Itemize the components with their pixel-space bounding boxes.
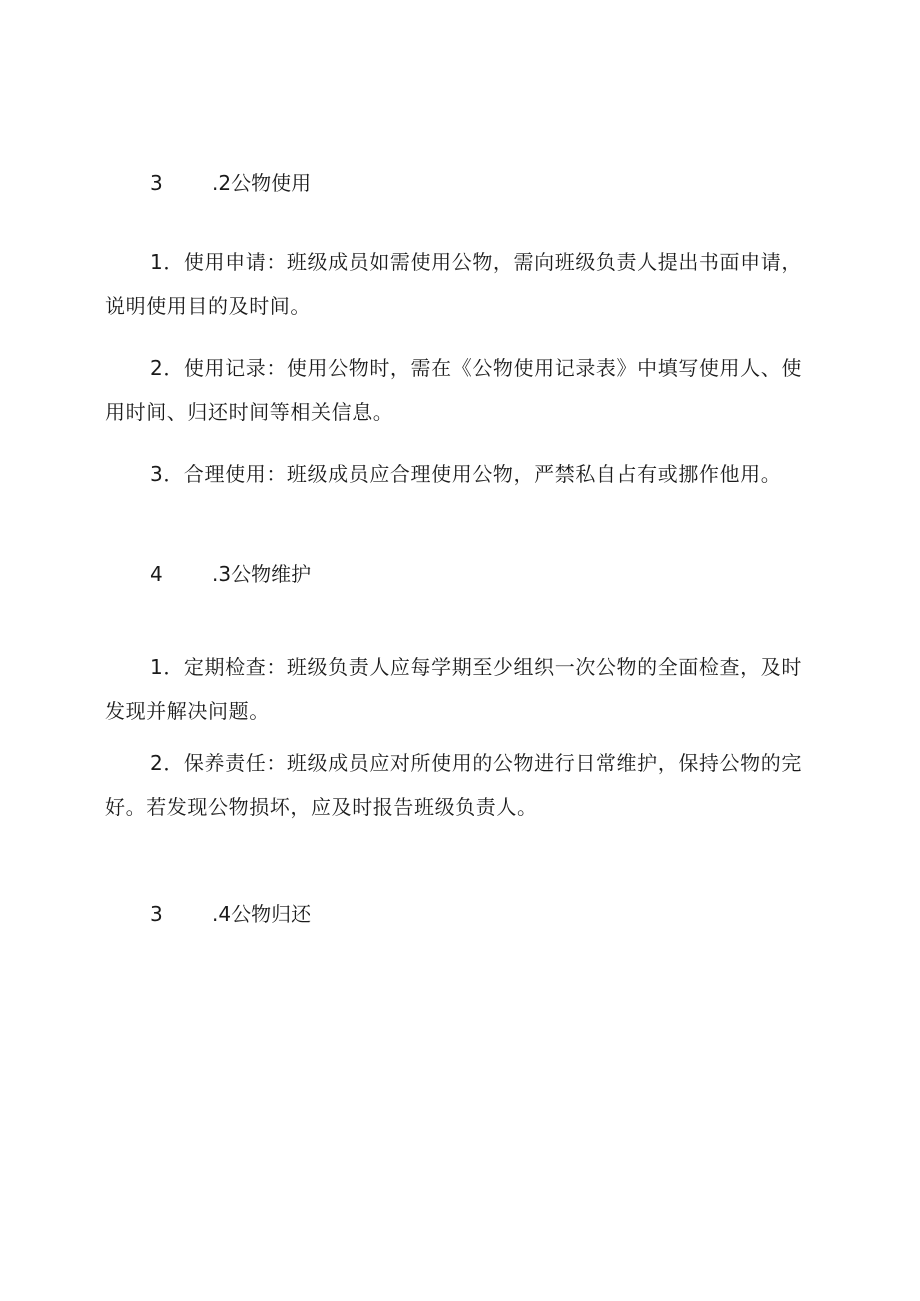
heading-title: .3公物维护: [212, 562, 312, 586]
heading-number: 3: [150, 171, 163, 195]
heading-number: 4: [150, 562, 163, 586]
heading-title: .4公物归还: [212, 902, 312, 926]
paragraph-usage-application: 1．使用申请：班级成员如需使用公物，需向班级负责人提出书面申请，说明使用目的及时间。: [105, 250, 802, 318]
paragraph-reasonable-use: 3．合理使用：班级成员应合理使用公物，严禁私自占有或挪作他用。: [150, 462, 782, 486]
heading-number: 3: [150, 902, 163, 926]
section-heading-3-3: [150, 562, 311, 586]
section-heading-3-2: [150, 171, 311, 195]
section-heading-3-4: [150, 902, 311, 926]
paragraph-regular-inspection: 1．定期检查：班级负责人应每学期至少组织一次公物的全面检查，及时发现并解决问题。: [105, 655, 802, 723]
heading-title: .2公物使用: [212, 171, 312, 195]
paragraph-usage-record: 2．使用记录：使用公物时，需在《公物使用记录表》中填写使用人、使用时间、归还时间等相关信息。: [105, 356, 802, 424]
paragraph-maintenance-duty: 2．保养责任：班级成员应对所使用的公物进行日常维护，保持公物的完好。若发现公物损坏，应及时报告班级负责人。: [105, 751, 802, 819]
